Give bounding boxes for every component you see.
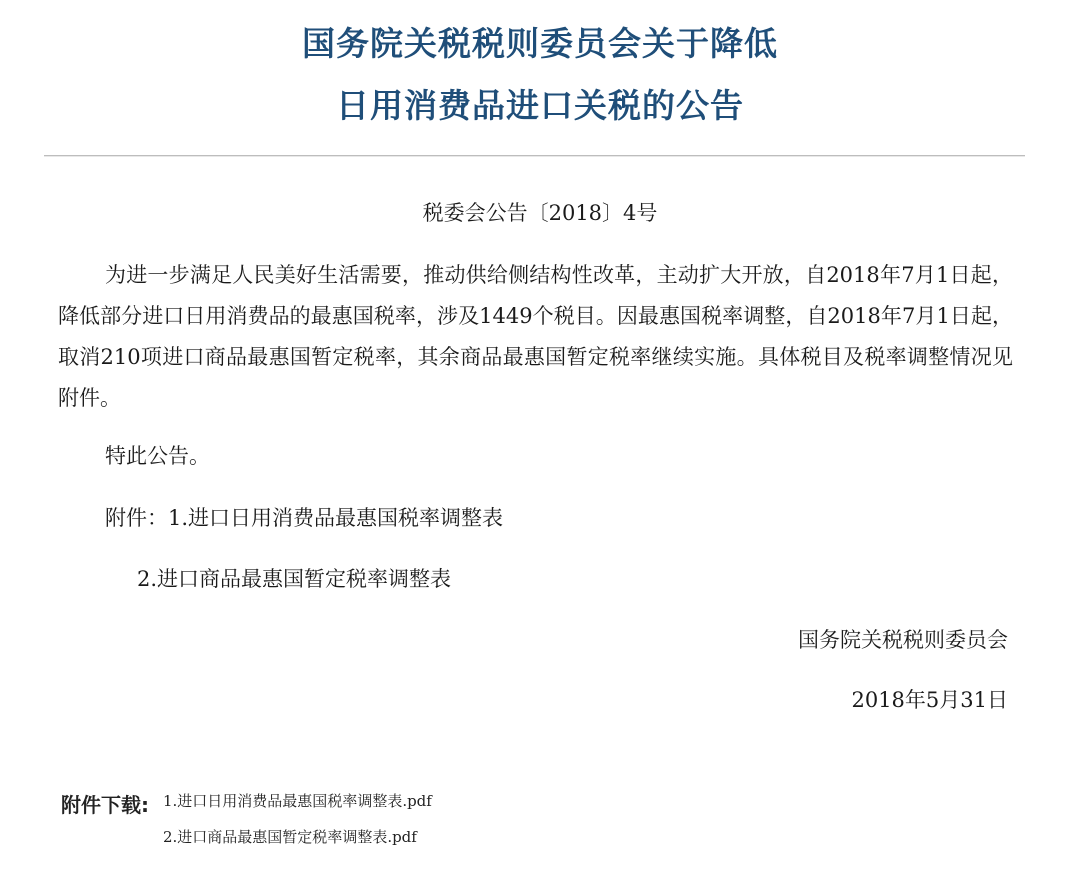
issue-date: 2018年5月31日 [851,688,1008,712]
notice-text: 特此公告。 [105,444,210,468]
body-paragraph: 为进一步满足人民美好生活需要，推动供给侧结构性改革，主动扩大开放，自2018年7月1日起，降低部分进口日用消费品的最惠国税率，涉及1449个税目。因最惠国税率调整，自2018年7月1日起，取消210项进口商品最惠国暂定税率，其余商品最惠国暂定税率继续实施。具体税目及税率调整情况见附件。 [58,263,1013,410]
page-title-line-1: 国务院关税税则委员会关于降低 [302,24,778,63]
document-number: 税委会公告〔2018〕4号 [422,201,658,225]
attachment-item-1: 附件：1.进口日用消费品最惠国税率调整表 [105,506,504,530]
download-link-attachment-2[interactable]: 2.进口商品最惠国暂定税率调整表.pdf [163,828,417,846]
issuer-signature: 国务院关税税则委员会 [798,628,1008,652]
download-link-attachment-1[interactable]: 1.进口日用消费品最惠国税率调整表.pdf [163,792,432,810]
page-title-line-2: 日用消费品进口关税的公告 [336,86,744,125]
download-label: 附件下载: [61,793,149,817]
attachment-item-2: 2.进口商品最惠国暂定税率调整表 [137,567,452,591]
title-divider [44,155,1025,157]
